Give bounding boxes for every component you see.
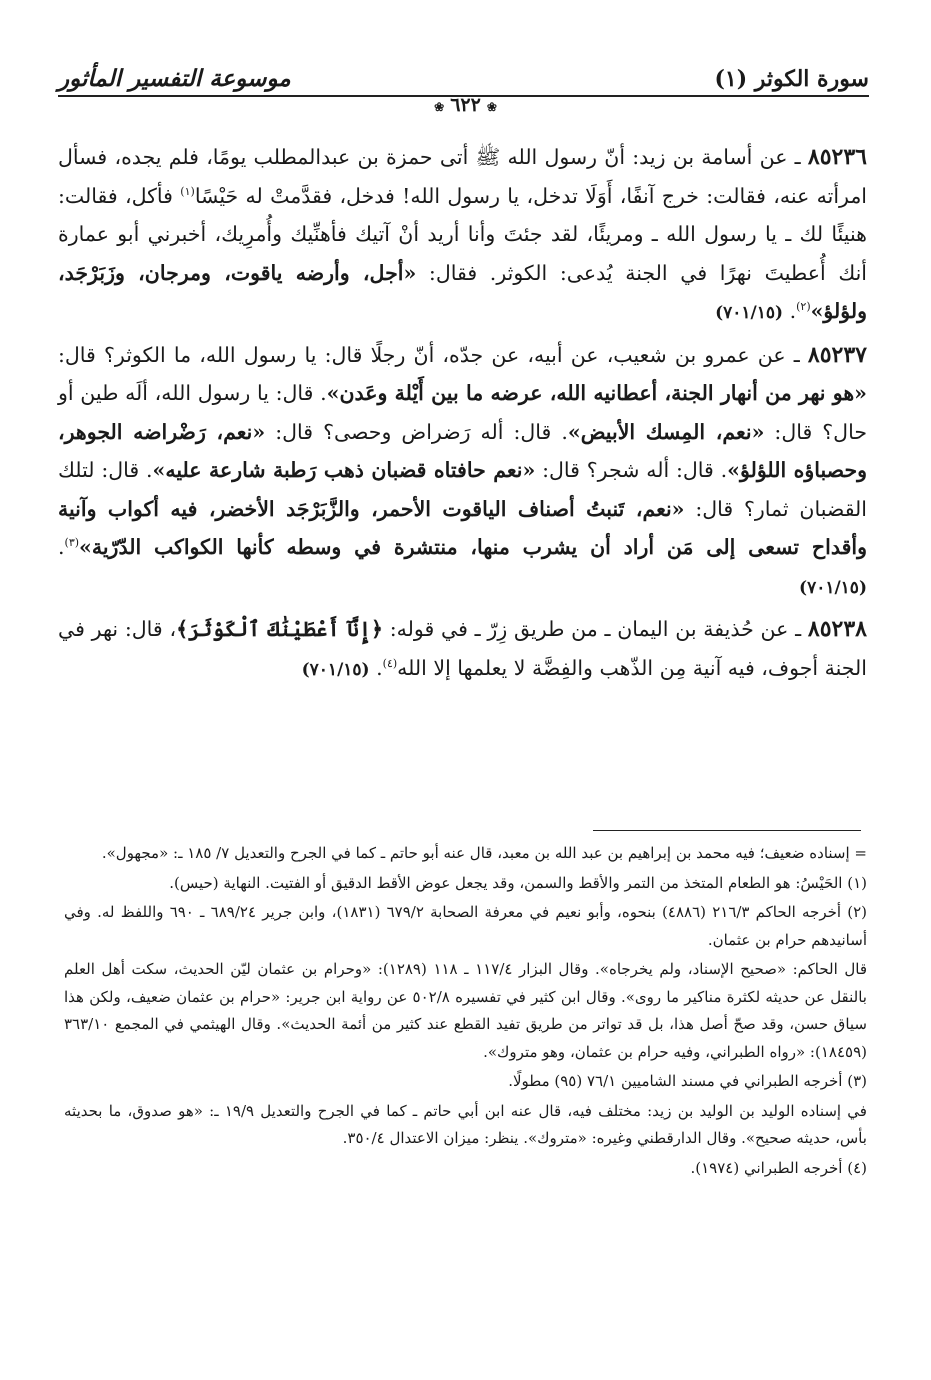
footnote: في إسناده الوليد بن الوليد بن زيد: مختلف فيه، قال عنه ابن أبي حاتم ـ كما في الجرح والتعديل ١٩/٩ ـ: «هو صدوق، ما بحديثه بأس، حديثه صحيح». وقال الدارقطني وغيره: «متروك». ينظر: ميزان الاعتدال ٣٥٠/٤. [64, 1101, 867, 1147]
entry-number: ٨٥٢٣٦ [807, 144, 867, 170]
hadith-quote: «هو نهر من أنهار الجنة، أعطانيه الله، عرضه ما بين أَيْلة وعَدن» [326, 381, 867, 405]
hadith-quote: «نعم حافتاه قضبان ذهب رَطبة شارعة عليه» [152, 458, 536, 482]
footnote: (٣) أخرجه الطبراني في مسند الشاميين ٧٦/١ (٩٥) مطولًا. [508, 1072, 867, 1090]
book-title: موسوعة التفسير المأثور [58, 65, 291, 92]
entry-text: . قال: يا رسول الله، ألَه طين أو حال؟ قال: [58, 381, 867, 444]
volume-reference: (٧٠١/١٥) [799, 577, 867, 598]
entry-text: . قال: لتلك القضبان ثمار؟ قال: [58, 458, 868, 521]
page-number-text: ٦٢٢ [450, 94, 481, 116]
footnote: قال الحاكم: «صحيح الإسناد، ولم يخرجاه». وقال البزار ١١٧/٤ ـ ١١٨ (١٢٨٩): «وحرام بن عثمان ليّن الحديث، سكت أهل العلم بالنقل عن حديثه لكثرة مناكير ما روى». وقال ابن كثير في تفسيره ٥٠٢/٨ عن رواية ابن جرير: «حرام بن عثمان ضعيف، ولكن هذا سياق حسن، وقد صحّ أصل هذا، بل قد تواتر من طريق تفيد القطع عند كثير من أئمة الحديث». وقال الهيثمي في المجمع ٣٦٣/١٠ (١٨٤٥٩): «رواه الطبراني، وفيه حرام بن عثمان، وهو متروك». [64, 960, 867, 1061]
hadith-entry [58, 336, 867, 608]
entry-text: ، قال: نهر في الجنة أجوف، فيه آنية مِن الذّهب والفِضَّة لا يعلمها إلا الله [58, 617, 867, 680]
entry-text: . قال: أله شجر؟ قال: [535, 458, 728, 482]
quran-verse: ﴿إِنَّآ أَعْطَيْنَٰكَ ٱلْكَوْثَرَ﴾ [176, 617, 383, 641]
footnote-marker[interactable]: (٣) [64, 536, 80, 550]
surah-title: سورة الكوثر (١) [714, 66, 869, 92]
entry-number: ٨٥٢٣٨ [807, 616, 867, 642]
hadith-quote: «نعم، تَنبتُ أصناف الياقوت الأحمر، والزَّبَرْجَد الأخضر، فيه أكواب وآنية وأقداح تسعى إلى مَن أراد أن يشرب منها، منتشرة في وسطه كأنها الكواكب الدّرّية» [58, 496, 867, 559]
footnote-marker[interactable]: (١) [180, 184, 195, 198]
page-number [0, 94, 931, 116]
entry-text: . [783, 299, 797, 323]
entry-text: ـ عن عمرو بن شعيب، عن أبيه، عن جدّه، أنّ رجلًا قال: يا رسول الله، ما الكوثر؟ قال: [58, 342, 808, 367]
footnote-marker[interactable]: (٤) [382, 656, 398, 670]
footnote: (٤) أخرجه الطبراني (١٩٧٤). [690, 1158, 867, 1177]
entry-text: ـ عن حُذيفة بن اليمان ـ من طريق زِرّ ـ في قوله: [383, 617, 808, 641]
footnote-marker[interactable]: (٢) [796, 300, 811, 314]
ornament-icon: ❀ [434, 100, 445, 114]
footnote: = إسناده ضعيف؛ فيه محمد بن إبراهيم بن عبد الله بن معبد، قال عنه أبو حاتم ـ كما في الجرح والتعديل ٧/ ١٨٥ ـ: «مجهول». [101, 844, 867, 862]
hadith-quote: «نعم، المِسك الأبيض» [567, 419, 765, 444]
ornament-icon: ❀ [486, 100, 497, 114]
hadith-quote: «نعم، رَضْراضه الجوهر، وحصباؤه اللؤلؤ» [58, 419, 868, 482]
entry-text: . قال: أله رَضراض وحصى؟ قال: [265, 419, 568, 444]
running-header [58, 58, 869, 92]
footnotes [64, 840, 867, 1184]
footnote-separator [593, 830, 861, 831]
hadith-quote: «أجل، وأرضه ياقوت، ومرجان، وزَبَرْجَد، ولؤلؤ» [58, 260, 867, 323]
entry-text: ـ عن أسامة بن زيد: أنّ رسول الله ﷺ أتى حمزة بن عبدالمطلب يومًا، فلم يجده، فسأل امرأته عنه، فقالت: خرج آنفًا، أَوَلَا تدخل، يا رسول الله! فدخل، فقدَّمتْ له حَيْسًا [58, 145, 867, 208]
volume-reference: (٧٠١/١٥) [301, 659, 370, 680]
entry-text: فأكل، فقالت: هنيئًا لك ـ يا رسول الله ـ ومريئًا، لقد جئتَ وأنا أريد أنْ آتيك فأهنِّيك وأُمرِيك، أخبرني أبو عمارة أنك أُعطيتَ نهرًا في الجنة يُدعى: الكوثر. فقال: [58, 183, 868, 285]
entry-text: . [369, 655, 383, 680]
entry-number: ٨٥٢٣٧ [807, 341, 867, 368]
footnote: (١) الحَيْسُ: هو الطعام المتخذ من التمر والأقط والسمن، وقد يجعل عوض الأقط الدقيق أو الفتيت. النهاية (حيس). [169, 873, 867, 892]
hadith-entry [58, 610, 867, 689]
hadith-entry [58, 138, 867, 333]
volume-reference: (٧٠١/١٥) [715, 303, 784, 323]
main-text [58, 138, 867, 689]
entry-text: . [58, 535, 65, 559]
footnote: (٢) أخرجه الحاكم ٢١٦/٣ (٤٨٨٦) بنحوه، وأبو نعيم في معرفة الصحابة ٦٧٩/٢ (١٨٣١)، وابن جرير ٦٨٩/٢٤ ـ ٦٩٠ واللفظ له. وفي أسانيدهم حرام بن عثمان. [64, 903, 868, 949]
